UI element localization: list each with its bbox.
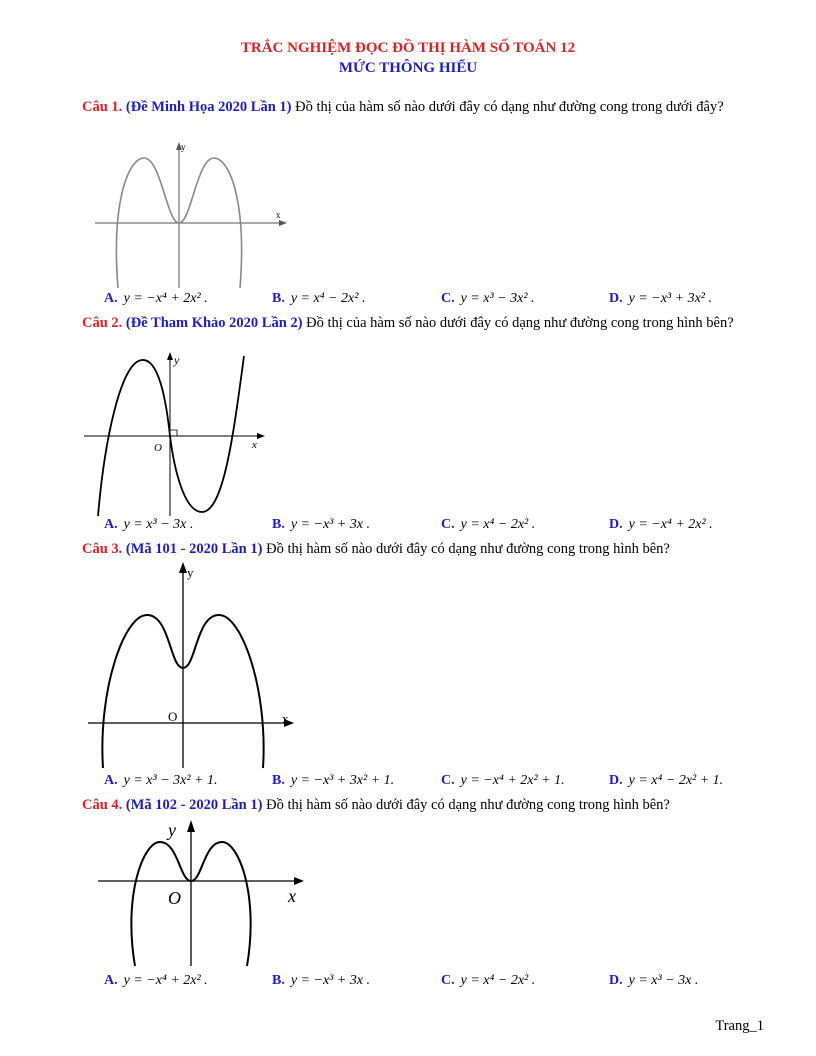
y-axis-label: y [181,142,186,152]
origin-label: O [168,888,181,908]
question-text: Đồ thị của hàm số nào dưới đây có dạng như đường cong trong dưới đây? [295,99,724,115]
option-a[interactable]: A. y = −x⁴ + 2x² . [104,973,208,988]
option-b[interactable]: B. y = −x³ + 3x . [272,517,371,532]
graph-question-4 [98,816,310,968]
x-axis-arrow [294,877,304,885]
options-question-2 [104,517,784,537]
option-d[interactable]: D. y = −x⁴ + 2x² . [609,517,713,532]
option-d[interactable]: D. y = x³ − 3x . [609,973,699,988]
option-b[interactable]: B. y = x⁴ − 2x² . [272,291,366,306]
option-d[interactable]: D. y = −x³ + 3x² . [609,291,713,306]
y-axis-arrow [187,820,195,832]
options-question-3 [104,773,784,793]
y-axis-label: y [187,565,194,580]
option-b[interactable]: B. y = −x³ + 3x² + 1. [272,773,395,788]
origin-label: O [154,442,162,454]
option-a[interactable]: A. y = −x⁴ + 2x² . [104,291,208,306]
y-axis-arrow [179,562,187,573]
question-source: (Đề Tham Khảo 2020 Lần 2) [125,315,303,331]
options-question-1 [104,291,784,311]
graph-question-3 [88,560,300,770]
tick-marker [170,430,177,436]
option-c[interactable]: C. y = x⁴ − 2x² . [441,517,536,532]
question-number: Câu 3. [82,541,123,557]
option-c[interactable]: C. y = x³ − 3x² . [441,291,535,306]
option-c[interactable]: C. y = x⁴ − 2x² . [441,973,536,988]
option-a[interactable]: A. y = x³ − 3x² + 1. [104,773,218,788]
question-source: (Đề Minh Họa 2020 Lần 1) [125,99,292,115]
question-text: Đồ thị hàm số nào dưới đây có dạng như đường cong trong hình bên? [266,541,670,557]
question-4 [82,796,762,815]
x-axis-arrow [257,433,265,439]
document-subtitle: MỨC THÔNG HIỂU [338,60,478,76]
question-source: (Mã 102 - 2020 Lần 1) [125,797,263,813]
options-question-4 [104,973,784,993]
option-d[interactable]: D. y = x⁴ − 2x² + 1. [609,773,724,788]
question-3 [82,540,762,559]
question-number: Câu 1. [82,99,123,115]
x-axis-arrow [279,220,287,226]
option-b[interactable]: B. y = −x³ + 3x . [272,973,371,988]
x-axis-label: x [282,711,289,726]
question-1 [82,98,762,117]
question-source: (Mã 101 - 2020 Lần 1) [125,541,263,557]
option-a[interactable]: A. y = x³ − 3x . [104,517,194,532]
y-axis-arrow [167,352,173,360]
x-axis-label: x [276,210,281,220]
y-axis-label: y [168,820,176,840]
question-number: Câu 4. [82,797,123,813]
graph-question-1 [95,140,290,290]
question-2 [82,314,762,333]
question-text: Đồ thị của hàm số nào dưới đây có dạng như đường cong trong hình bên? [306,315,734,331]
x-axis-label: x [288,886,296,906]
page-number: Trang_1 [715,1018,764,1034]
y-axis-label: y [174,353,180,367]
question-number: Câu 2. [82,315,123,331]
graph-question-2 [84,350,270,518]
question-text: Đồ thị hàm số nào dưới đây có dạng như đường cong trong hình bên? [266,797,670,813]
option-c[interactable]: C. y = −x⁴ + 2x² + 1. [441,773,565,788]
document-title: TRẮC NGHIỆM ĐỌC ĐỒ THỊ HÀM SỐ TOÁN 12 [240,40,576,56]
origin-label: O [168,709,178,724]
x-axis-label: x [252,439,257,451]
